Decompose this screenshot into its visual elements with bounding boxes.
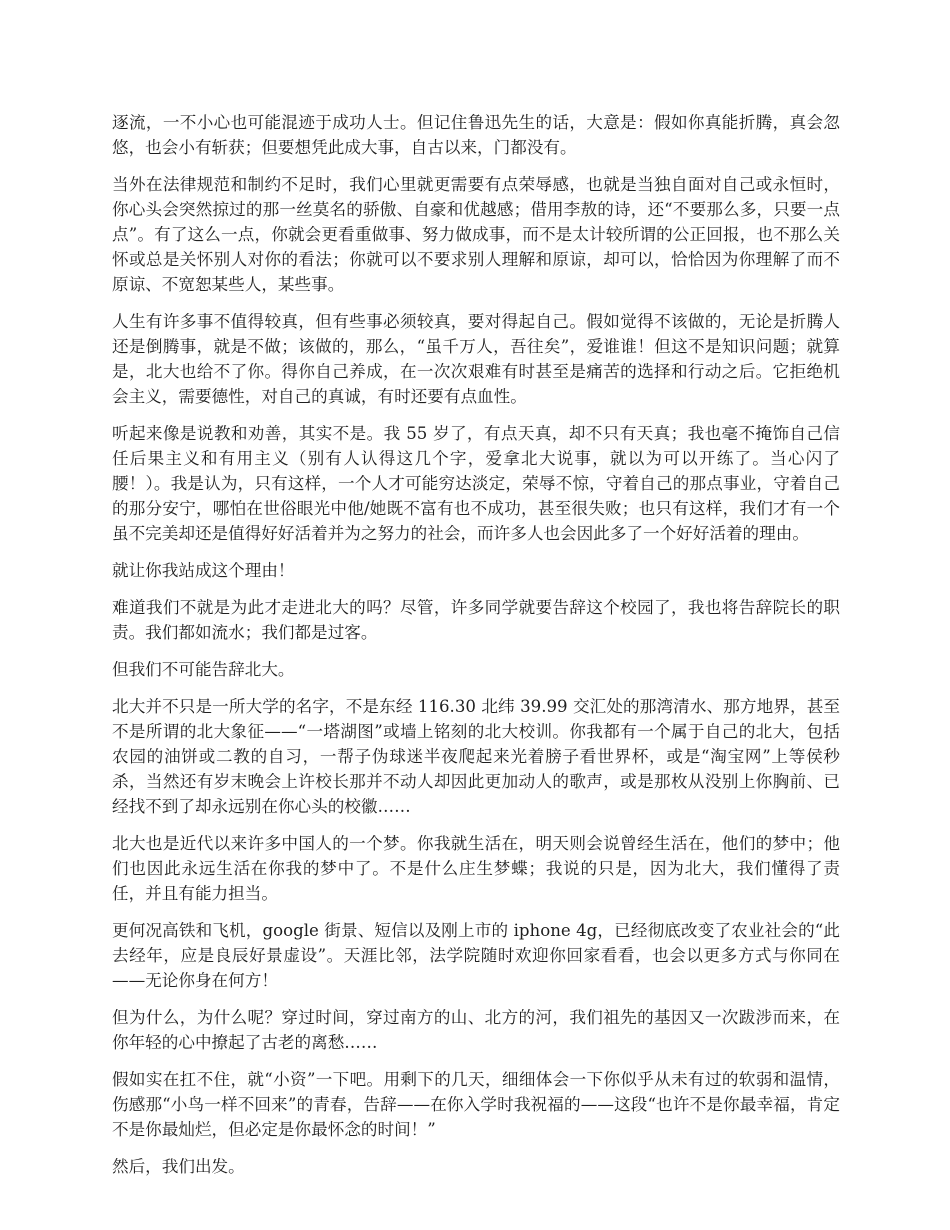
paragraph-2: 当外在法律规范和制约不足时，我们心里就更需要有点荣辱感，也就是当独自面对自己或永恒时，你心头会突然掠过的那一丝莫名的骄傲、自豪和优越感；借用李敖的诗，还“不要那么多，只要一点点”。有了这么一点，你就会更看重做事、努力做成事，而不是太计较所谓的公正回报，也不那么关怀或总是关怀别人对你的看法；你就可以不要求别人理解和原谅，却可以，恰恰因为你理解了而不原谅、不宽恕某些人，某些事。 <box>112 175 840 294</box>
paragraph-1: 逐流，一不小心也可能混迹于成功人士。但记住鲁迅先生的话，大意是：假如你真能折腾，真会忽悠，也会小有斩获；但要想凭此成大事，自古以来，门都没有。 <box>112 113 840 157</box>
paragraph-8: 北大并不只是一所大学的名字，不是东经 116.30 北纬 39.99 交汇处的那湾清水、那方地界，甚至不是所谓的北大象征——“一塔湖图”或墙上铭刻的北大校训。你我都有一个属于自己的北大，包括农园的油饼或二教的自习，一帮子伪球迷半夜爬起来光着膀子看世界杯，或是“淘宝网”上等侯秒杀，当然还有岁末晚会上许校长那并不动人却因此更加动人的歌声，或是那枚从没别上你胸前、已经找不到了却永远别在你心头的校徽…… <box>112 697 840 816</box>
paragraph-13: 然后，我们出发。 <box>112 1157 245 1176</box>
paragraph-11: 但为什么，为什么呢？穿过时间，穿过南方的山、北方的河，我们祖先的基因又一次跋涉而来，在你年轻的心中撩起了古老的离愁…… <box>112 1008 840 1052</box>
document-page <box>112 110 840 1191</box>
paragraph-10: 更何况高铁和飞机，google 街景、短信以及刚上市的 iphone 4g，已经彻底改变了农业社会的“此去经年，应是良辰好景虚设”。天涯比邻，法学院随时欢迎你回家看看，也会以更多方式与你同在——无论你身在何方！ <box>112 921 840 990</box>
paragraph-4: 听起来像是说教和劝善，其实不是。我 55 岁了，有点天真，却不只有天真；我也毫不掩饰自己信任后果主义和有用主义（别有人认得这几个字，爱拿北大说事，就以为可以开练了。当心闪了腰！）。我是认为，只有这样，一个人才可能穷达淡定，荣辱不惊，守着自己的那点事业，守着自己的那分安宁，哪怕在世俗眼光中他/她既不富有也不成功，甚至很失败；也只有这样，我们才有一个虽不完美却还是值得好好活着并为之努力的社会，而许多人也会因此多了一个好好活着的理由。 <box>112 424 840 543</box>
paragraph-7: 但我们不可能告辞北大。 <box>112 660 295 679</box>
paragraph-5: 就让你我站成这个理由！ <box>112 561 295 580</box>
paragraph-3: 人生有许多事不值得较真，但有些事必须较真，要对得起自己。假如觉得不该做的，无论是折腾人还是倒腾事，就是不做；该做的，那么，“虽千万人，吾往矣”，爱谁谁！但这不是知识问题；就算是，北大也给不了你。得你自己养成，在一次次艰难有时甚至是痛苦的选择和行动之后。它拒绝机会主义，需要德性，对自己的真诚，有时还要有点血性。 <box>112 312 840 406</box>
paragraph-9: 北大也是近代以来许多中国人的一个梦。你我就生活在，明天则会说曾经生活在，他们的梦中；他们也因此永远生活在你我的梦中了。不是什么庄生梦蝶；我说的只是，因为北大，我们懂得了责任，并且有能力担当。 <box>112 834 840 903</box>
paragraph-6: 难道我们不就是为此才走进北大的吗？尽管，许多同学就要告辞这个校园了，我也将告辞院长的职责。我们都如流水；我们都是过客。 <box>112 598 840 642</box>
paragraph-12: 假如实在扛不住，就“小资”一下吧。用剩下的几天，细细体会一下你似乎从未有过的软弱和温情，伤感那“小鸟一样不回来”的青春，告辞——在你入学时我祝福的——这段“也许不是你最幸福，肯定不是你最灿烂，但必定是你最怀念的时间！” <box>112 1070 840 1139</box>
